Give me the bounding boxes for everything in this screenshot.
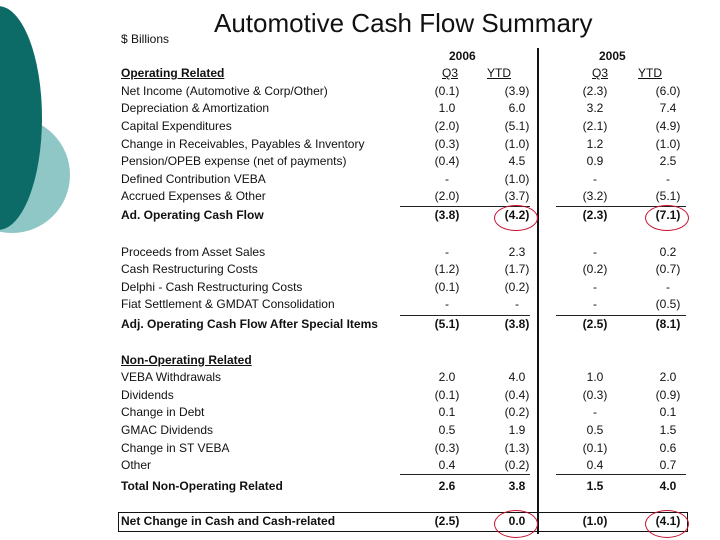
value-cell: 2.6 xyxy=(438,479,456,493)
value-cell: (4.9) xyxy=(655,119,681,133)
value-cell: 0.6 xyxy=(659,441,677,455)
value-cell: 4.0 xyxy=(508,370,526,384)
value-cell: 1.0 xyxy=(438,101,456,115)
row-label: Ad. Operating Cash Flow xyxy=(121,208,264,222)
value-cell: (1.2) xyxy=(434,262,460,276)
col-header-q3-2005: Q3 xyxy=(592,66,609,80)
value-cell: 2.3 xyxy=(508,245,526,259)
highlight-circle xyxy=(645,510,689,538)
value-cell: 2.0 xyxy=(438,370,456,384)
row-label: Net Change in Cash and Cash-related xyxy=(121,514,336,528)
units-label: $ Billions xyxy=(121,32,170,46)
value-cell: - xyxy=(593,405,597,419)
value-cell: - xyxy=(593,245,597,259)
section-header-row xyxy=(0,353,720,370)
highlight-circle xyxy=(494,510,538,538)
value-cell: (1.7) xyxy=(504,262,530,276)
col-header-q3-2006: Q3 xyxy=(442,66,459,80)
value-cell: (0.1) xyxy=(434,84,460,98)
table-row xyxy=(0,245,720,262)
row-label: Pension/OPEB expense (net of payments) xyxy=(121,154,347,168)
value-cell: (3.7) xyxy=(504,189,530,203)
year-2005-header: 2005 xyxy=(599,49,626,63)
table-row xyxy=(0,297,720,314)
value-cell: (0.2) xyxy=(504,405,530,419)
table-row xyxy=(0,119,720,136)
value-cell: (0.3) xyxy=(434,441,460,455)
value-cell: - xyxy=(445,172,449,186)
value-cell: (0.1) xyxy=(434,388,460,402)
value-cell: 1.5 xyxy=(659,423,677,437)
value-cell: (1.3) xyxy=(504,441,530,455)
table-row xyxy=(0,458,720,475)
value-cell: (5.1) xyxy=(504,119,530,133)
value-cell: (2.3) xyxy=(582,208,608,222)
value-cell: (2.0) xyxy=(434,189,460,203)
row-label: VEBA Withdrawals xyxy=(121,370,222,384)
value-cell: 1.2 xyxy=(586,137,604,151)
value-cell: - xyxy=(593,280,597,294)
row-label: Fiat Settlement & GMDAT Consolidation xyxy=(121,297,335,311)
value-cell: (0.4) xyxy=(504,388,530,402)
table-row xyxy=(0,370,720,387)
row-label: Change in Receivables, Payables & Inventory xyxy=(121,137,365,151)
value-cell: (3.8) xyxy=(434,208,460,222)
value-cell: (5.1) xyxy=(655,189,681,203)
value-cell: (0.5) xyxy=(655,297,681,311)
value-cell: (0.2) xyxy=(582,262,608,276)
value-cell: 0.9 xyxy=(586,154,604,168)
value-cell: 0.2 xyxy=(659,245,677,259)
table-row xyxy=(0,388,720,405)
value-cell: 0.1 xyxy=(659,405,677,419)
value-cell: (4.1) xyxy=(655,514,681,528)
value-cell: (1.0) xyxy=(582,514,608,528)
value-cell: (2.0) xyxy=(434,119,460,133)
section-header-row xyxy=(0,66,720,83)
table-row xyxy=(0,479,720,496)
row-label: Depreciation & Amortization xyxy=(121,101,270,115)
table-row xyxy=(0,189,720,206)
value-cell: - xyxy=(593,172,597,186)
value-cell: (7.1) xyxy=(655,208,681,222)
col-header-ytd-2006: YTD xyxy=(487,66,511,80)
row-label: Change in Debt xyxy=(121,405,205,419)
value-cell: 1.9 xyxy=(508,423,526,437)
value-cell: - xyxy=(666,172,670,186)
subtotal-rule xyxy=(556,315,686,316)
subtotal-rule xyxy=(556,474,686,475)
row-label: Other xyxy=(121,458,152,472)
row-label: Accrued Expenses & Other xyxy=(121,189,266,203)
page-title: Automotive Cash Flow Summary xyxy=(214,8,593,38)
table-row xyxy=(0,423,720,440)
value-cell: (3.9) xyxy=(504,84,530,98)
row-label: Proceeds from Asset Sales xyxy=(121,245,266,259)
row-label: Change in ST VEBA xyxy=(121,441,230,455)
value-cell: - xyxy=(445,297,449,311)
row-label: Net Income (Automotive & Corp/Other) xyxy=(121,84,328,98)
table-row xyxy=(0,137,720,154)
year-2006-header: 2006 xyxy=(449,49,476,63)
value-cell: (0.1) xyxy=(434,280,460,294)
value-cell: (8.1) xyxy=(655,317,681,331)
net-change-box xyxy=(118,512,688,532)
value-cell: (4.2) xyxy=(504,208,530,222)
value-cell: (0.3) xyxy=(582,388,608,402)
value-cell: (0.1) xyxy=(582,441,608,455)
row-label: Cash Restructuring Costs xyxy=(121,262,258,276)
value-cell: 0.1 xyxy=(438,405,456,419)
col-header-ytd-2005: YTD xyxy=(638,66,662,80)
value-cell: (0.9) xyxy=(655,388,681,402)
table-row xyxy=(0,262,720,279)
value-cell: (2.3) xyxy=(582,84,608,98)
value-cell: (0.2) xyxy=(504,458,530,472)
value-cell: 3.2 xyxy=(586,101,604,115)
value-cell: (1.0) xyxy=(504,172,530,186)
value-cell: 1.5 xyxy=(586,479,604,493)
value-cell: 0.4 xyxy=(586,458,604,472)
section-header-label: Operating Related xyxy=(121,66,225,80)
value-cell: - xyxy=(666,280,670,294)
value-cell: 7.4 xyxy=(659,101,677,115)
value-cell: (3.8) xyxy=(504,317,530,331)
table-row xyxy=(0,84,720,101)
table-row xyxy=(0,405,720,422)
subtotal-rule xyxy=(400,474,530,475)
row-label: Defined Contribution VEBA xyxy=(121,172,266,186)
value-cell: - xyxy=(445,245,449,259)
subtotal-rule xyxy=(400,315,530,316)
value-cell: 4.0 xyxy=(659,479,677,493)
value-cell: 6.0 xyxy=(508,101,526,115)
value-cell: 3.8 xyxy=(508,479,526,493)
value-cell: (0.3) xyxy=(434,137,460,151)
row-label: Total Non-Operating Related xyxy=(121,479,283,493)
table-row xyxy=(0,172,720,189)
value-cell: (2.5) xyxy=(434,514,460,528)
row-label: Capital Expenditures xyxy=(121,119,232,133)
table-row xyxy=(0,208,720,225)
row-label: Delphi - Cash Restructuring Costs xyxy=(121,280,303,294)
value-cell: 1.0 xyxy=(586,370,604,384)
value-cell: - xyxy=(593,297,597,311)
value-cell: 2.0 xyxy=(659,370,677,384)
table-row xyxy=(0,154,720,171)
value-cell: 0.7 xyxy=(659,458,677,472)
table-row xyxy=(0,317,720,334)
highlight-circle xyxy=(645,205,689,231)
value-cell: (5.1) xyxy=(434,317,460,331)
value-cell: (0.7) xyxy=(655,262,681,276)
value-cell: (0.4) xyxy=(434,154,460,168)
value-cell: (0.2) xyxy=(504,280,530,294)
value-cell: (3.2) xyxy=(582,189,608,203)
value-cell: 0.5 xyxy=(438,423,456,437)
value-cell: 2.5 xyxy=(659,154,677,168)
value-cell: 0.5 xyxy=(586,423,604,437)
row-label: GMAC Dividends xyxy=(121,423,214,437)
value-cell: (1.0) xyxy=(655,137,681,151)
section-header-label: Non-Operating Related xyxy=(121,353,252,367)
table-row xyxy=(0,441,720,458)
table-row xyxy=(0,280,720,297)
value-cell: (6.0) xyxy=(655,84,681,98)
value-cell: 0.4 xyxy=(438,458,456,472)
value-cell: (2.5) xyxy=(582,317,608,331)
value-cell: (2.1) xyxy=(582,119,608,133)
value-cell: (1.0) xyxy=(504,137,530,151)
row-label: Dividends xyxy=(121,388,174,402)
value-cell: 4.5 xyxy=(508,154,526,168)
row-label: Adj. Operating Cash Flow After Special Items xyxy=(121,317,378,331)
highlight-circle xyxy=(494,205,538,231)
table-row xyxy=(0,101,720,118)
value-cell: 0.0 xyxy=(508,514,526,528)
value-cell: - xyxy=(515,297,519,311)
